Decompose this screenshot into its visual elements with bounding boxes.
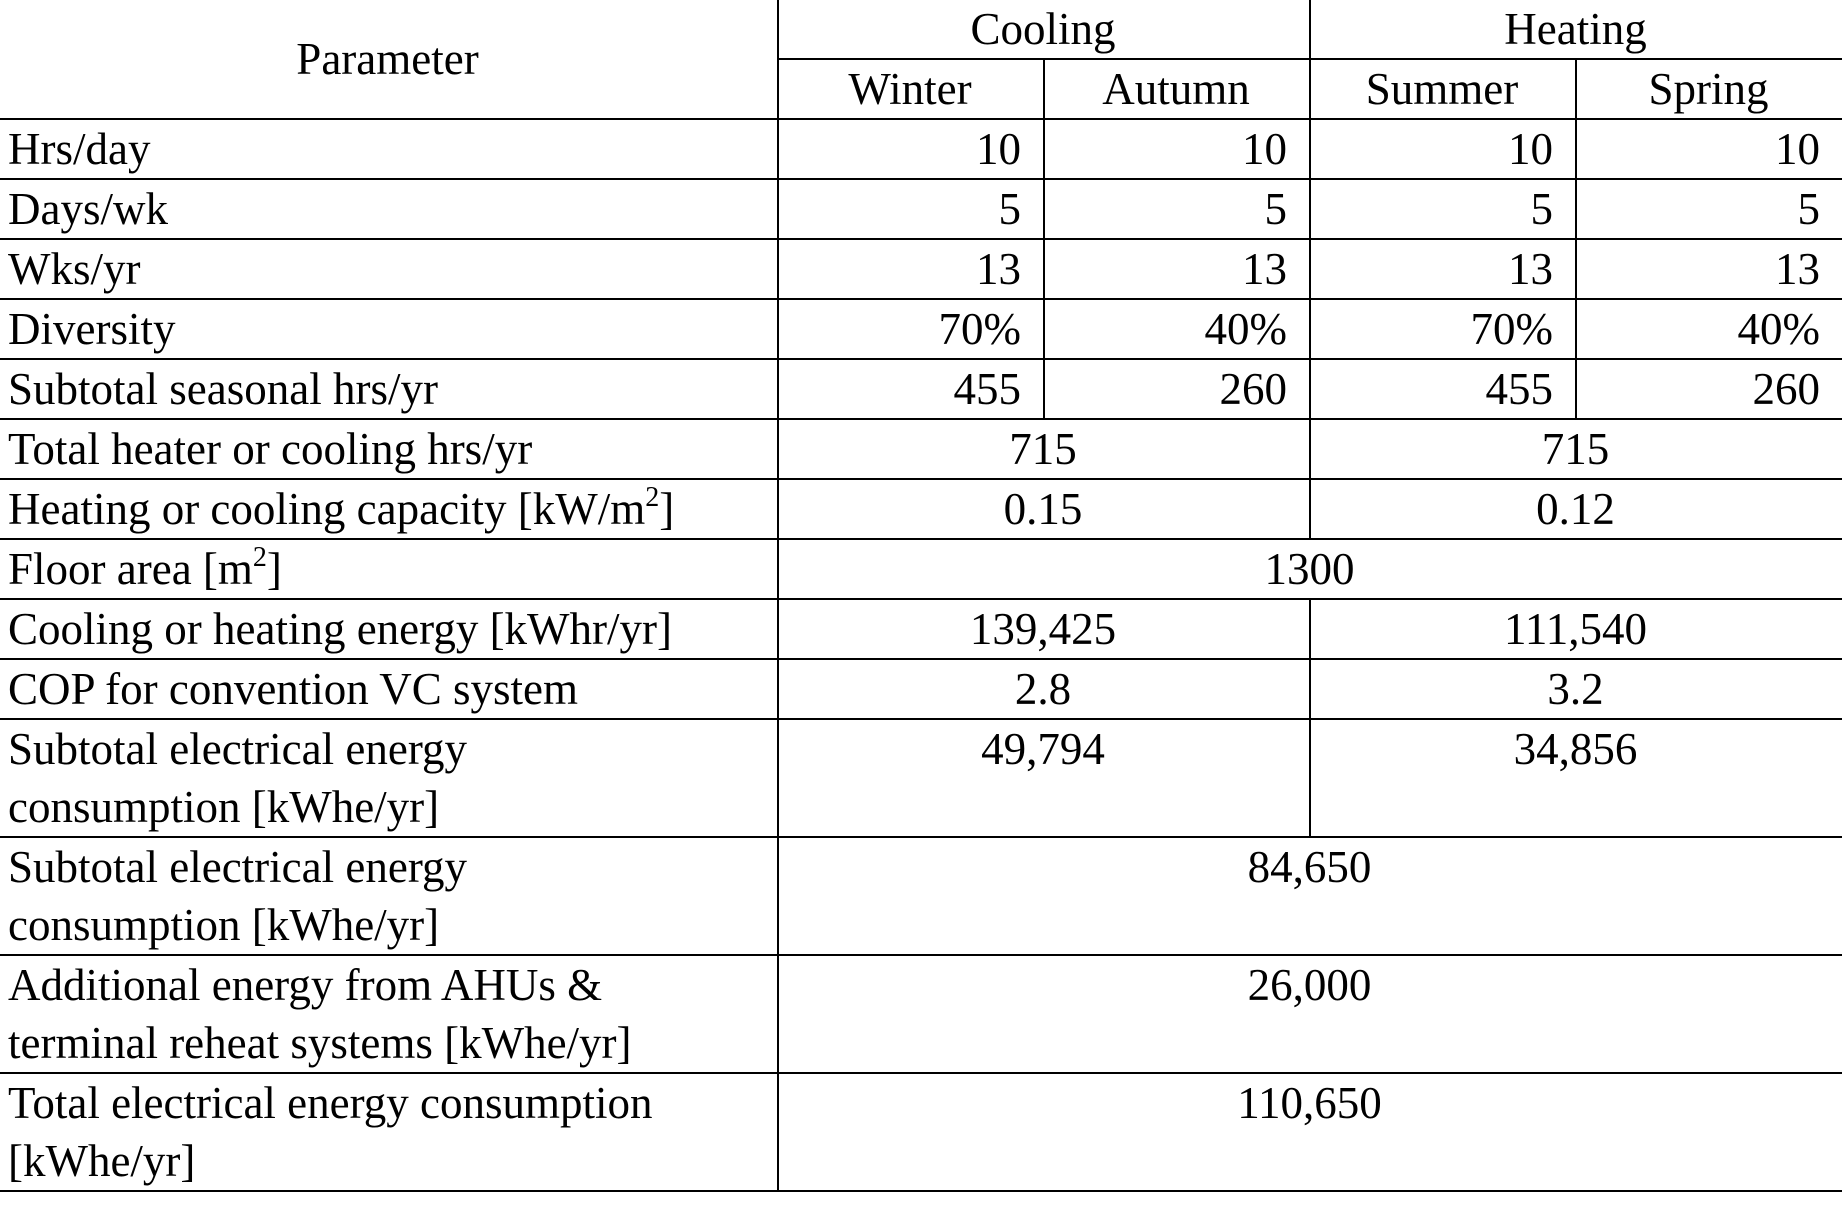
table-cell: 260 bbox=[1576, 359, 1842, 419]
table-cell-heating: 111,540 bbox=[1310, 599, 1842, 659]
table-cell: 13 bbox=[778, 239, 1044, 299]
table-row bbox=[0, 419, 1842, 479]
row-label-text: Heating or cooling capacity [kW/m bbox=[8, 484, 646, 534]
table-cell: 13 bbox=[1044, 239, 1310, 299]
table-row bbox=[0, 955, 1842, 1073]
table-cell-combined: 84,650 bbox=[778, 837, 1842, 955]
row-label bbox=[0, 539, 778, 599]
table-cell-heating: 34,856 bbox=[1310, 719, 1842, 837]
superscript: 2 bbox=[645, 482, 660, 513]
heating-header bbox=[1310, 0, 1842, 59]
row-label: Wks/yr bbox=[0, 239, 778, 299]
row-label-line: [kWhe/yr] bbox=[8, 1136, 196, 1186]
row-label-line: Subtotal electrical energy bbox=[8, 842, 467, 892]
season-header-winter: Winter bbox=[778, 59, 1044, 119]
row-label bbox=[0, 955, 778, 1073]
row-label bbox=[0, 837, 778, 955]
row-label-line: Additional energy from AHUs & bbox=[8, 960, 603, 1010]
table-row bbox=[0, 659, 1842, 719]
cooling-header-label: Cooling bbox=[970, 4, 1116, 54]
heating-header-label: Heating bbox=[1504, 4, 1647, 54]
table-row bbox=[0, 539, 1842, 599]
table-cell-heating: 0.12 bbox=[1310, 479, 1842, 539]
table-cell-combined: 1300 bbox=[778, 539, 1842, 599]
table-cell: 40% bbox=[1576, 299, 1842, 359]
table-cell-cooling: 715 bbox=[778, 419, 1310, 479]
table-cell-cooling: 0.15 bbox=[778, 479, 1310, 539]
table-cell: 260 bbox=[1044, 359, 1310, 419]
row-label: COP for convention VC system bbox=[0, 659, 778, 719]
table-row bbox=[0, 299, 1842, 359]
table-row bbox=[0, 119, 1842, 179]
header-row-groups bbox=[0, 0, 1842, 59]
table-cell: 5 bbox=[778, 179, 1044, 239]
table-cell: 455 bbox=[1310, 359, 1576, 419]
table-cell: 5 bbox=[1044, 179, 1310, 239]
row-label-line: consumption [kWhe/yr] bbox=[8, 900, 440, 950]
table-cell: 10 bbox=[778, 119, 1044, 179]
table-row bbox=[0, 719, 1842, 837]
row-label: Diversity bbox=[0, 299, 778, 359]
row-label: Total heater or cooling hrs/yr bbox=[0, 419, 778, 479]
table-row bbox=[0, 179, 1842, 239]
superscript: 2 bbox=[252, 542, 267, 573]
cooling-header bbox=[778, 0, 1310, 59]
table-cell-combined: 26,000 bbox=[778, 955, 1842, 1073]
row-label-line: Total electrical energy consumption bbox=[8, 1078, 653, 1128]
row-label-line: Subtotal electrical energy bbox=[8, 724, 467, 774]
row-label bbox=[0, 1073, 778, 1191]
table-cell: 40% bbox=[1044, 299, 1310, 359]
table-row bbox=[0, 359, 1842, 419]
row-label-line: consumption [kWhe/yr] bbox=[8, 782, 440, 832]
table-row bbox=[0, 837, 1842, 955]
row-label-text-end: ] bbox=[266, 544, 282, 594]
table-cell: 13 bbox=[1576, 239, 1842, 299]
row-label: Subtotal seasonal hrs/yr bbox=[0, 359, 778, 419]
row-label: Days/wk bbox=[0, 179, 778, 239]
table-cell: 70% bbox=[1310, 299, 1576, 359]
table-cell: 13 bbox=[1310, 239, 1576, 299]
season-header-spring: Spring bbox=[1576, 59, 1842, 119]
table-row bbox=[0, 1073, 1842, 1191]
table-cell: 10 bbox=[1576, 119, 1842, 179]
parameter-header-label: Parameter bbox=[296, 34, 479, 84]
table-cell-cooling: 139,425 bbox=[778, 599, 1310, 659]
table-row bbox=[0, 239, 1842, 299]
row-label: Cooling or heating energy [kWhr/yr] bbox=[0, 599, 778, 659]
parameter-header bbox=[0, 0, 778, 119]
table-cell: 10 bbox=[1310, 119, 1576, 179]
season-header-autumn: Autumn bbox=[1044, 59, 1310, 119]
table-cell: 10 bbox=[1044, 119, 1310, 179]
row-label bbox=[0, 479, 778, 539]
table-cell: 455 bbox=[778, 359, 1044, 419]
table-cell-heating: 715 bbox=[1310, 419, 1842, 479]
row-label-text-end: ] bbox=[659, 484, 675, 534]
table-cell-heating: 3.2 bbox=[1310, 659, 1842, 719]
table-cell-cooling: 2.8 bbox=[778, 659, 1310, 719]
season-header-summer: Summer bbox=[1310, 59, 1576, 119]
table-cell: 70% bbox=[778, 299, 1044, 359]
table-row bbox=[0, 479, 1842, 539]
row-label: Hrs/day bbox=[0, 119, 778, 179]
table-cell-combined: 110,650 bbox=[778, 1073, 1842, 1191]
table-cell: 5 bbox=[1576, 179, 1842, 239]
row-label bbox=[0, 719, 778, 837]
table-cell-cooling: 49,794 bbox=[778, 719, 1310, 837]
table-row bbox=[0, 599, 1842, 659]
row-label-text: Floor area [m bbox=[8, 544, 253, 594]
table-cell: 5 bbox=[1310, 179, 1576, 239]
row-label-line: terminal reheat systems [kWhe/yr] bbox=[8, 1018, 632, 1068]
